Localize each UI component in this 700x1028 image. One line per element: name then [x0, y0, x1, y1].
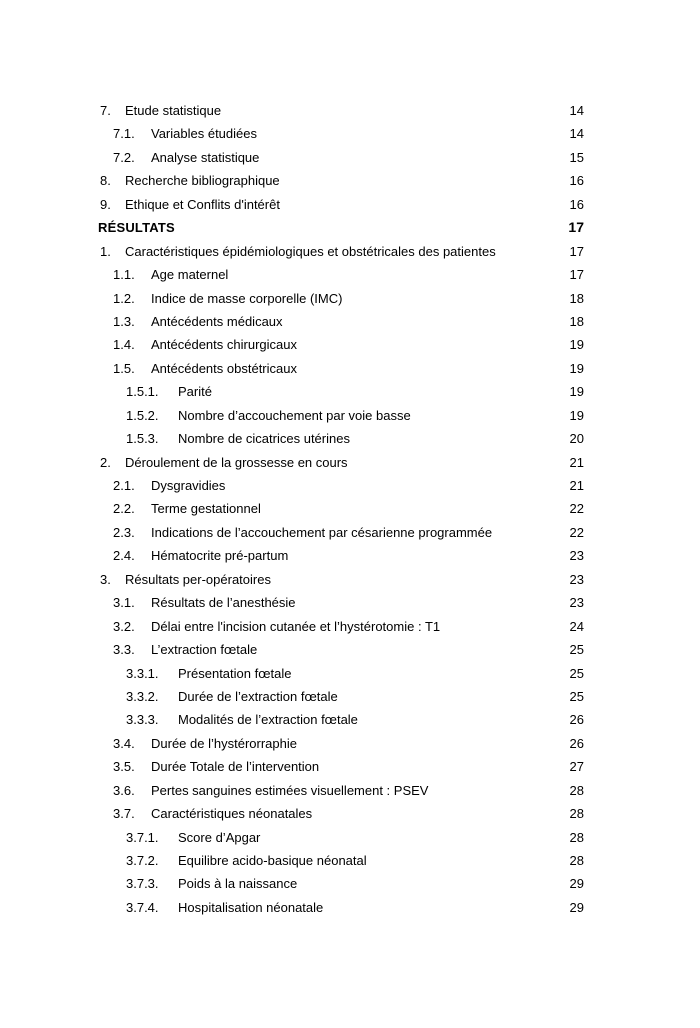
toc-entry-number: 3.1. — [113, 595, 135, 611]
toc-entry-number: 2.2. — [113, 501, 135, 517]
toc-entry[interactable] — [98, 708, 584, 731]
toc-entry-number: 2. — [100, 454, 111, 470]
toc-entry-page-number: 19 — [569, 407, 584, 423]
toc-entry[interactable] — [98, 685, 584, 708]
toc-entry[interactable] — [98, 146, 584, 169]
toc-entry-page-number: 17 — [569, 243, 584, 259]
toc-entry[interactable] — [98, 568, 584, 591]
toc-entry[interactable] — [98, 263, 584, 286]
toc-entry-page-number: 25 — [569, 688, 584, 704]
toc-entry-title: Pertes sanguines estimées visuellement : PSEV — [151, 782, 429, 798]
toc-entry-page-number: 16 — [569, 173, 584, 189]
toc-entry-number: 3. — [100, 571, 111, 587]
toc-entry-title: Parité — [178, 384, 212, 400]
toc-entry[interactable] — [98, 122, 584, 145]
toc-entry-page-number: 16 — [569, 196, 584, 212]
toc-entry[interactable] — [98, 474, 584, 497]
toc-entry-title: Score d’Apgar — [178, 829, 261, 845]
toc-entry[interactable] — [98, 333, 584, 356]
toc-entry-number: 1. — [100, 243, 111, 259]
toc-entry-title: Déroulement de la grossesse en cours — [125, 454, 348, 470]
toc-entry-number: 3.2. — [113, 618, 135, 634]
toc-entry-number: 3.5. — [113, 759, 135, 775]
toc-entry-title: Hématocrite pré-partum — [151, 548, 289, 564]
toc-entry-number: 3.6. — [113, 782, 135, 798]
toc-entry-number: 1.3. — [113, 313, 135, 329]
toc-entry-title: Dysgravidies — [151, 478, 226, 493]
toc-entry-page-number: 26 — [569, 735, 584, 751]
toc-entry-title: Age maternel — [151, 267, 229, 283]
toc-entry-number: 2.4. — [113, 548, 135, 564]
toc-entry-title: Durée Totale de l’intervention — [151, 759, 320, 775]
toc-entry-number: 2.1. — [113, 478, 135, 493]
toc-entry[interactable] — [98, 802, 584, 825]
toc-entry-title: Présentation fœtale — [178, 665, 292, 681]
toc-entry-page-number: 22 — [569, 501, 584, 517]
toc-entry-number: 3.3.3. — [126, 712, 159, 728]
toc-entry-page-number: 26 — [569, 712, 584, 728]
toc-entry-number: 1.4. — [113, 337, 135, 353]
toc-entry-number: 3.3.1. — [126, 665, 159, 681]
toc-entry-title: Caractéristiques épidémiologiques et obstétricales des patientes — [125, 243, 496, 259]
toc-entry-title: Modalités de l’extraction fœtale — [178, 712, 358, 728]
toc-entry-title: Hospitalisation néonatale — [178, 899, 324, 915]
toc-entry-number: 9. — [100, 196, 111, 212]
toc-entry[interactable] — [98, 99, 584, 122]
toc-entry-number: 7.1. — [113, 126, 135, 142]
toc-entry-page-number: 21 — [569, 454, 584, 470]
toc-entry-title: Analyse statistique — [151, 149, 260, 165]
toc-entry-title: Etude statistique — [125, 103, 222, 118]
toc-entry-title: Nombre d’accouchement par voie basse — [178, 407, 411, 423]
toc-entry[interactable] — [98, 169, 584, 192]
toc-entry-number: 8. — [100, 173, 111, 189]
toc-entry-page-number: 28 — [569, 829, 584, 845]
toc-entry[interactable] — [98, 310, 584, 333]
toc-entry-page-number: 23 — [569, 548, 584, 564]
toc-entry[interactable] — [98, 779, 584, 802]
toc-entry-page-number: 14 — [569, 103, 584, 118]
toc-entry[interactable] — [98, 287, 584, 310]
toc-entry-number: 2.3. — [113, 524, 135, 540]
toc-entry[interactable] — [98, 240, 584, 263]
toc-entry-page-number: 28 — [569, 782, 584, 798]
toc-entry-page-number: 25 — [569, 665, 584, 681]
toc-entry[interactable] — [98, 451, 584, 474]
toc-entry-number: 1.5. — [113, 360, 135, 376]
toc-entry-number: 3.7.3. — [126, 876, 159, 892]
toc-entry-number: 3.7.2. — [126, 853, 159, 868]
toc-entry-page-number: 19 — [569, 360, 584, 376]
toc-entry-page-number: 23 — [569, 595, 584, 611]
toc-entry-title: RÉSULTATS — [98, 220, 175, 236]
toc-entry[interactable] — [98, 896, 584, 919]
toc-entry-title: Ethique et Conflits d'intérêt — [125, 196, 280, 212]
toc-entry-page-number: 15 — [569, 149, 584, 165]
toc-entry-title: Recherche bibliographique — [125, 173, 280, 189]
toc-entry-title: Equilibre acido-basique néonatal — [178, 853, 367, 868]
toc-entry[interactable] — [98, 544, 584, 567]
toc-entry-number: 7. — [100, 103, 111, 118]
toc-entry-page-number: 28 — [569, 853, 584, 868]
toc-entry-number: 3.4. — [113, 735, 135, 751]
toc-entry-number: 1.5.2. — [126, 407, 159, 423]
toc-entry-title: Caractéristiques néonatales — [151, 806, 313, 822]
toc-entry-title: Antécédents médicaux — [151, 313, 283, 329]
toc-entry-page-number: 17 — [569, 267, 584, 283]
toc-entry[interactable] — [98, 755, 584, 778]
toc-entry-number: 3.3. — [113, 642, 135, 658]
table-of-contents — [98, 99, 584, 919]
toc-entry[interactable] — [98, 872, 584, 895]
toc-entry-number: 3.3.2. — [126, 688, 159, 704]
toc-entry-number: 3.7.4. — [126, 899, 159, 915]
toc-entry[interactable] — [98, 732, 584, 755]
toc-entry-title: Terme gestationnel — [151, 501, 261, 517]
toc-entry[interactable] — [98, 357, 584, 380]
toc-entry-number: 7.2. — [113, 149, 135, 165]
toc-entry-page-number: 28 — [569, 806, 584, 822]
toc-entry-number: 1.5.1. — [126, 384, 159, 400]
toc-entry[interactable] — [98, 497, 584, 520]
toc-entry-number: 1.2. — [113, 290, 135, 306]
toc-entry-page-number: 19 — [569, 384, 584, 400]
toc-entry-page-number: 18 — [569, 290, 584, 306]
toc-entry-page-number: 23 — [569, 571, 584, 587]
toc-entry-title: Durée de l’hystérorraphie — [151, 735, 297, 751]
toc-entry-number: 1.1. — [113, 267, 135, 283]
toc-entry-page-number: 18 — [569, 313, 584, 329]
toc-entry-title: Indications de l’accouchement par césarienne programmée — [151, 524, 493, 540]
toc-entry-title: Poids à la naissance — [178, 876, 298, 892]
toc-entry-title: Résultats de l’anesthésie — [151, 595, 296, 611]
toc-entry-number: 3.7. — [113, 806, 135, 822]
toc-entry[interactable] — [98, 193, 584, 216]
toc-entry[interactable] — [98, 427, 584, 450]
toc-entry[interactable] — [98, 615, 584, 638]
toc-entry-page-number: 25 — [569, 642, 584, 658]
toc-entry-page-number: 24 — [569, 618, 584, 634]
toc-entry-page-number: 27 — [569, 759, 584, 775]
toc-section-heading[interactable] — [98, 216, 584, 239]
toc-entry-number: 1.5.3. — [126, 431, 159, 447]
toc-entry-number: 3.7.1. — [126, 829, 159, 845]
toc-entry-title: Indice de masse corporelle (IMC) — [151, 290, 343, 306]
toc-entry[interactable] — [98, 826, 584, 849]
toc-entry-page-number: 22 — [569, 524, 584, 540]
toc-entry-title: Délai entre l'incision cutanée et l’hystérotomie : T1 — [151, 618, 441, 634]
toc-entry-page-number: 29 — [569, 899, 584, 915]
toc-entry-title: Résultats per-opératoires — [125, 571, 271, 587]
toc-entry[interactable] — [98, 662, 584, 685]
toc-entry-title: Antécédents obstétricaux — [151, 360, 297, 376]
toc-entry-title: Variables étudiées — [151, 126, 257, 142]
toc-entry-page-number: 14 — [569, 126, 584, 142]
toc-entry-page-number: 21 — [569, 478, 584, 493]
toc-entry-title: L’extraction fœtale — [151, 642, 258, 658]
toc-entry[interactable] — [98, 591, 584, 614]
toc-entry[interactable] — [98, 404, 584, 427]
toc-entry-page-number: 29 — [569, 876, 584, 892]
toc-entry[interactable] — [98, 638, 584, 661]
toc-entry-page-number: 19 — [569, 337, 584, 353]
toc-entry-title: Nombre de cicatrices utérines — [178, 431, 350, 447]
toc-entry-page-number: 17 — [568, 219, 584, 236]
toc-entry-page-number: 20 — [569, 431, 584, 447]
toc-entry[interactable] — [98, 380, 584, 403]
toc-entry-title: Durée de l’extraction fœtale — [178, 688, 338, 704]
toc-entry[interactable] — [98, 521, 584, 544]
toc-entry-title: Antécédents chirurgicaux — [151, 337, 297, 353]
toc-entry[interactable] — [98, 849, 584, 872]
